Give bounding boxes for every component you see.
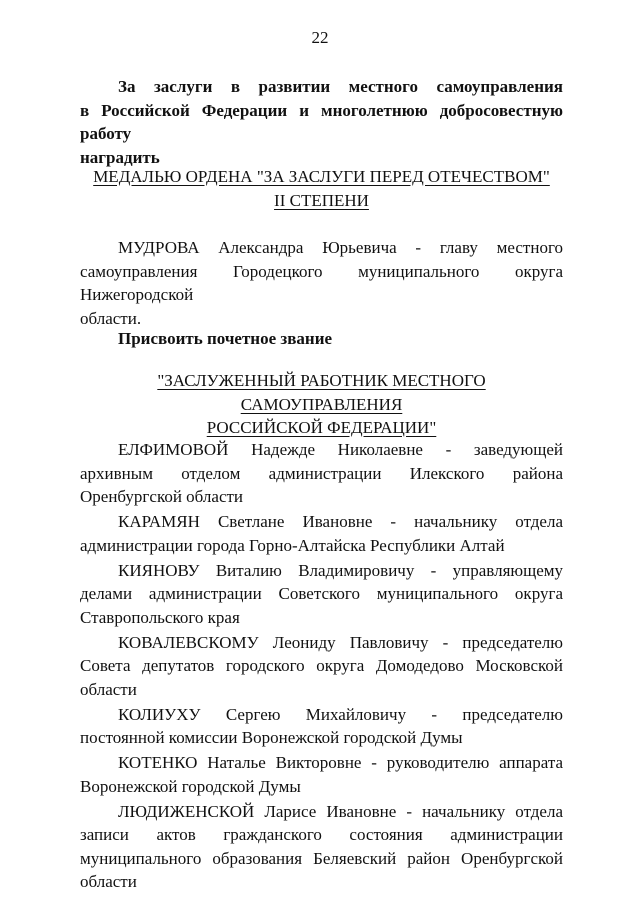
- recipient-entry: КОЛИУХУ Сергею Михайловичу - председателю постоянной комиссии Воронежской городской Думы: [80, 704, 563, 747]
- honorary-title-heading: [80, 369, 563, 440]
- honorary-title-line-1: "ЗАСЛУЖЕННЫЙ РАБОТНИК МЕСТНОГО САМОУПРАВЛЕНИЯ: [157, 371, 486, 414]
- recipient-entry: КАРАМЯН Светлане Ивановне - начальнику отдела администрации города Горно-Алтайска Республики Алтай: [80, 512, 563, 555]
- recipient-entry: ЕЛФИМОВОЙ Надежде Николаевне - заведующей архивным отделом администрации Илекского района Оренбургской области: [80, 440, 563, 506]
- title-intro-text: Присвоить почетное звание: [118, 329, 333, 348]
- award-intro-line-3: наградить: [80, 147, 160, 167]
- medal-recipient-line-1: [80, 236, 563, 260]
- medal-recipient-name: МУДРОВА Александра Юрьевича: [118, 238, 397, 257]
- medal-heading-line-2: II СТЕПЕНИ: [274, 190, 369, 210]
- medal-recipient-line-3: области.: [80, 308, 142, 328]
- page-number: 22: [311, 28, 329, 47]
- medal-recipient-line-2: самоуправления Городецкого муниципального округа Нижегородской: [80, 261, 563, 304]
- recipient-entry: КИЯНОВУ Виталию Владимировичу - управляющему делами администрации Советского муниципального округа Ставропольского края: [80, 560, 563, 627]
- award-intro-line-1: За заслуги в развитии местного самоуправления: [118, 77, 563, 96]
- honorary-title-line-2: РОССИЙСКОЙ ФЕДЕРАЦИИ": [206, 418, 437, 437]
- recipient-entry: ЛЮДИЖЕНСКОЙ Ларисе Ивановне - начальнику отдела записи актов гражданского состояния администрации муниципального образования Беляевский район Оренбургской области: [80, 801, 563, 891]
- award-intro: [80, 75, 563, 169]
- medal-recipient: [80, 236, 563, 330]
- title-intro: [80, 327, 563, 351]
- recipients-list: [80, 438, 563, 895]
- award-intro-line-2: в Российской Федерации и многолетнюю добросовестную работу: [80, 100, 563, 143]
- medal-heading: [80, 165, 563, 212]
- recipient-entry: КОВАЛЕВСКОМУ Леониду Павловичу - председателю Совета депутатов городского округа Домодедово Московской области: [80, 632, 563, 699]
- medal-heading-line-1: МЕДАЛЬЮ ОРДЕНА "ЗА ЗАСЛУГИ ПЕРЕД ОТЕЧЕСТВОМ": [93, 167, 550, 186]
- medal-recipient-position-start: - главу местного: [396, 238, 563, 257]
- recipient-entry: КОТЕНКО Наталье Викторовне - руководителю аппарата Воронежской городской Думы: [80, 753, 563, 796]
